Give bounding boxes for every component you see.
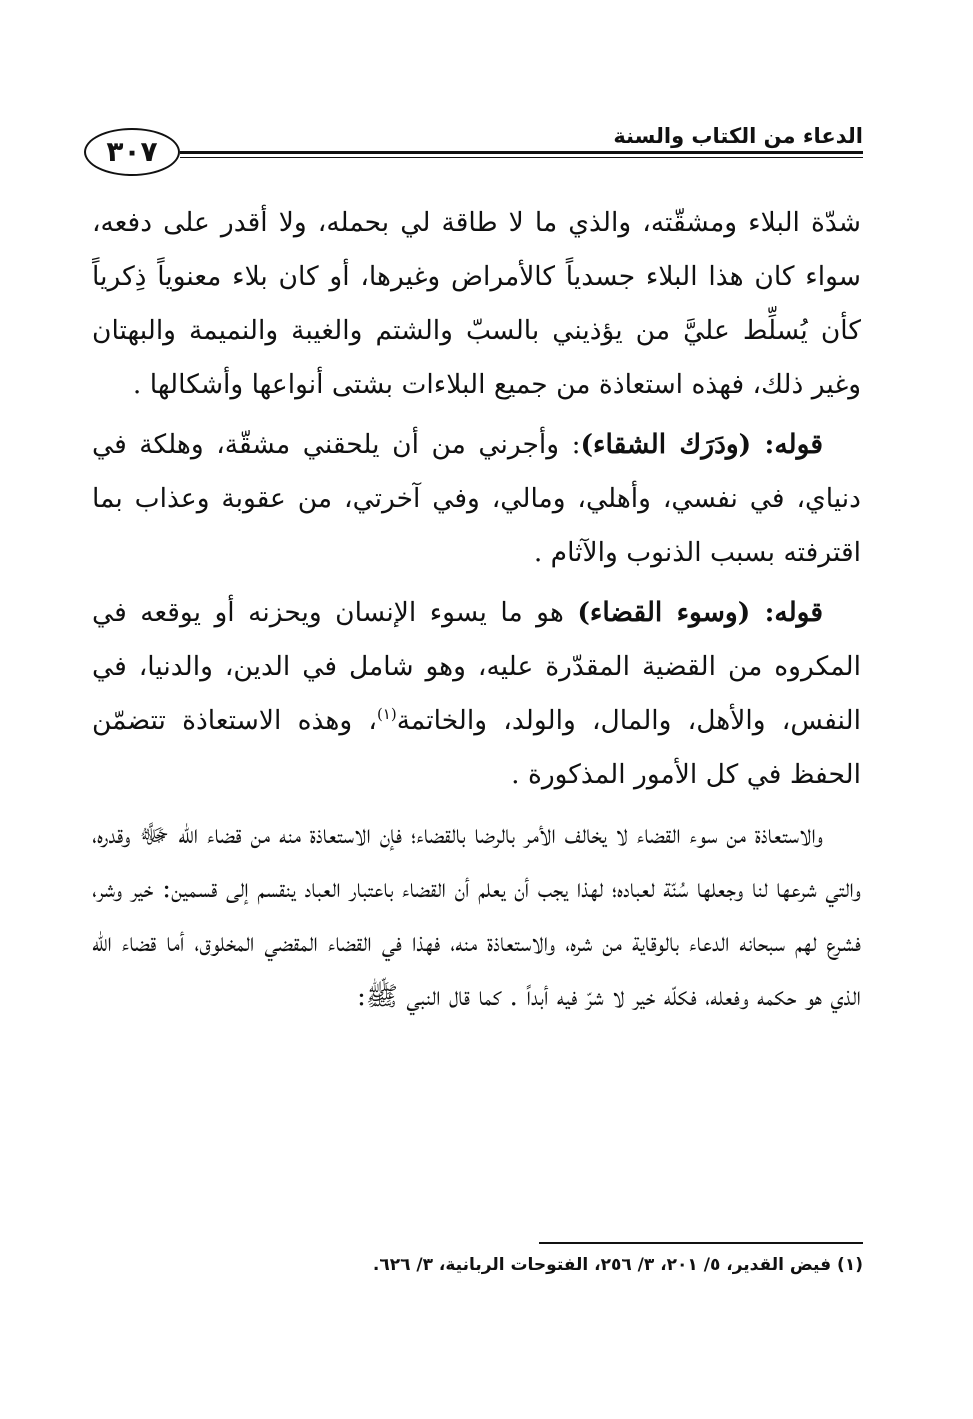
quoted-phrase: (وسوء القضاء) [577,597,751,628]
paragraph-text: ، وهذه الاستعاذة تتضمّن الحفظ في كل الأمور المذكورة . [92,705,861,790]
footnote: (١) فيض القدير، ٥/ ٢٠١، ٣/ ٢٥٦، الفتوحات الربانية، ٣/ ٦٢٦. [372,1255,863,1275]
footnote-reference[interactable]: (١) [376,705,397,724]
quoted-phrase: (ودَرَك الشقاء) [580,429,752,460]
paragraph-text: شدّة البلاء ومشقّته، والذي ما لا طاقة لي بحمله، ولا أقدر على دفعه، سواء كان هذا البلاء جسدياً كالأمراض وغيرها، أو كان بلاء معنوياً ذِكرياً كأن يُسلِّط عليَّ من يؤذيني بالسبّ والشتم والغيبة والنميمة والبهتان وغير ذلك، فهذه استعاذة من جميع البلاءات بشتى أنواعها وأشكالها . [92,207,861,400]
footnote-rule [539,1242,863,1244]
paragraph-text: : وأجرني من أن يلحقني مشقّة، وهلكة في دنياي، في نفسي، وأهلي، ومالي، وفي آخرتي، من عقوبة وعذاب بما اقترفته بسبب الذنوب والآثام . [92,429,861,568]
paragraph [92,418,861,580]
paragraph [92,586,861,802]
paragraph [92,196,861,412]
quote-label: قوله: [751,429,823,460]
paragraph [92,808,861,1024]
header-rule [180,151,863,158]
paragraph-text: والاستعاذة من سوء القضاء لا يخالف الأمر بالرضا بالقضاء؛ فإن الاستعاذة منه من قضاء الله ﷻ وقدره، والتي شرعها لنا وجعلها سُنّة لعباده؛ لهذا يجب أن يعلم أن القضاء باعتبار العباد ينقسم إلى قسمين: خير وشر، فشرع لهم سبحانه الدعاء بالوقاية من شره، والاستعاذة منه، فهذا في القضاء المقضي المخلوق، أما قضاء الله الذي هو حكمه وفعله، فكلّه خير لا شرّ فيه أبداً . كما قال النبي ﷺ: [92,819,861,1012]
running-title: الدعاء من الكتاب والسنة [613,124,863,148]
page-number: ٣٠٧ [106,135,158,168]
body-text [92,196,861,1030]
quote-label: قوله: [750,597,824,628]
paragraph-text: هو ما يسوء الإنسان ويحزنه أو يوقعه في المكروه من القضية المقدّرة عليه، وهو شامل في الدين، والدنيا، في النفس، والأهل، والمال، والولد، والخاتمة [92,597,861,736]
page-number-frame [84,128,180,176]
